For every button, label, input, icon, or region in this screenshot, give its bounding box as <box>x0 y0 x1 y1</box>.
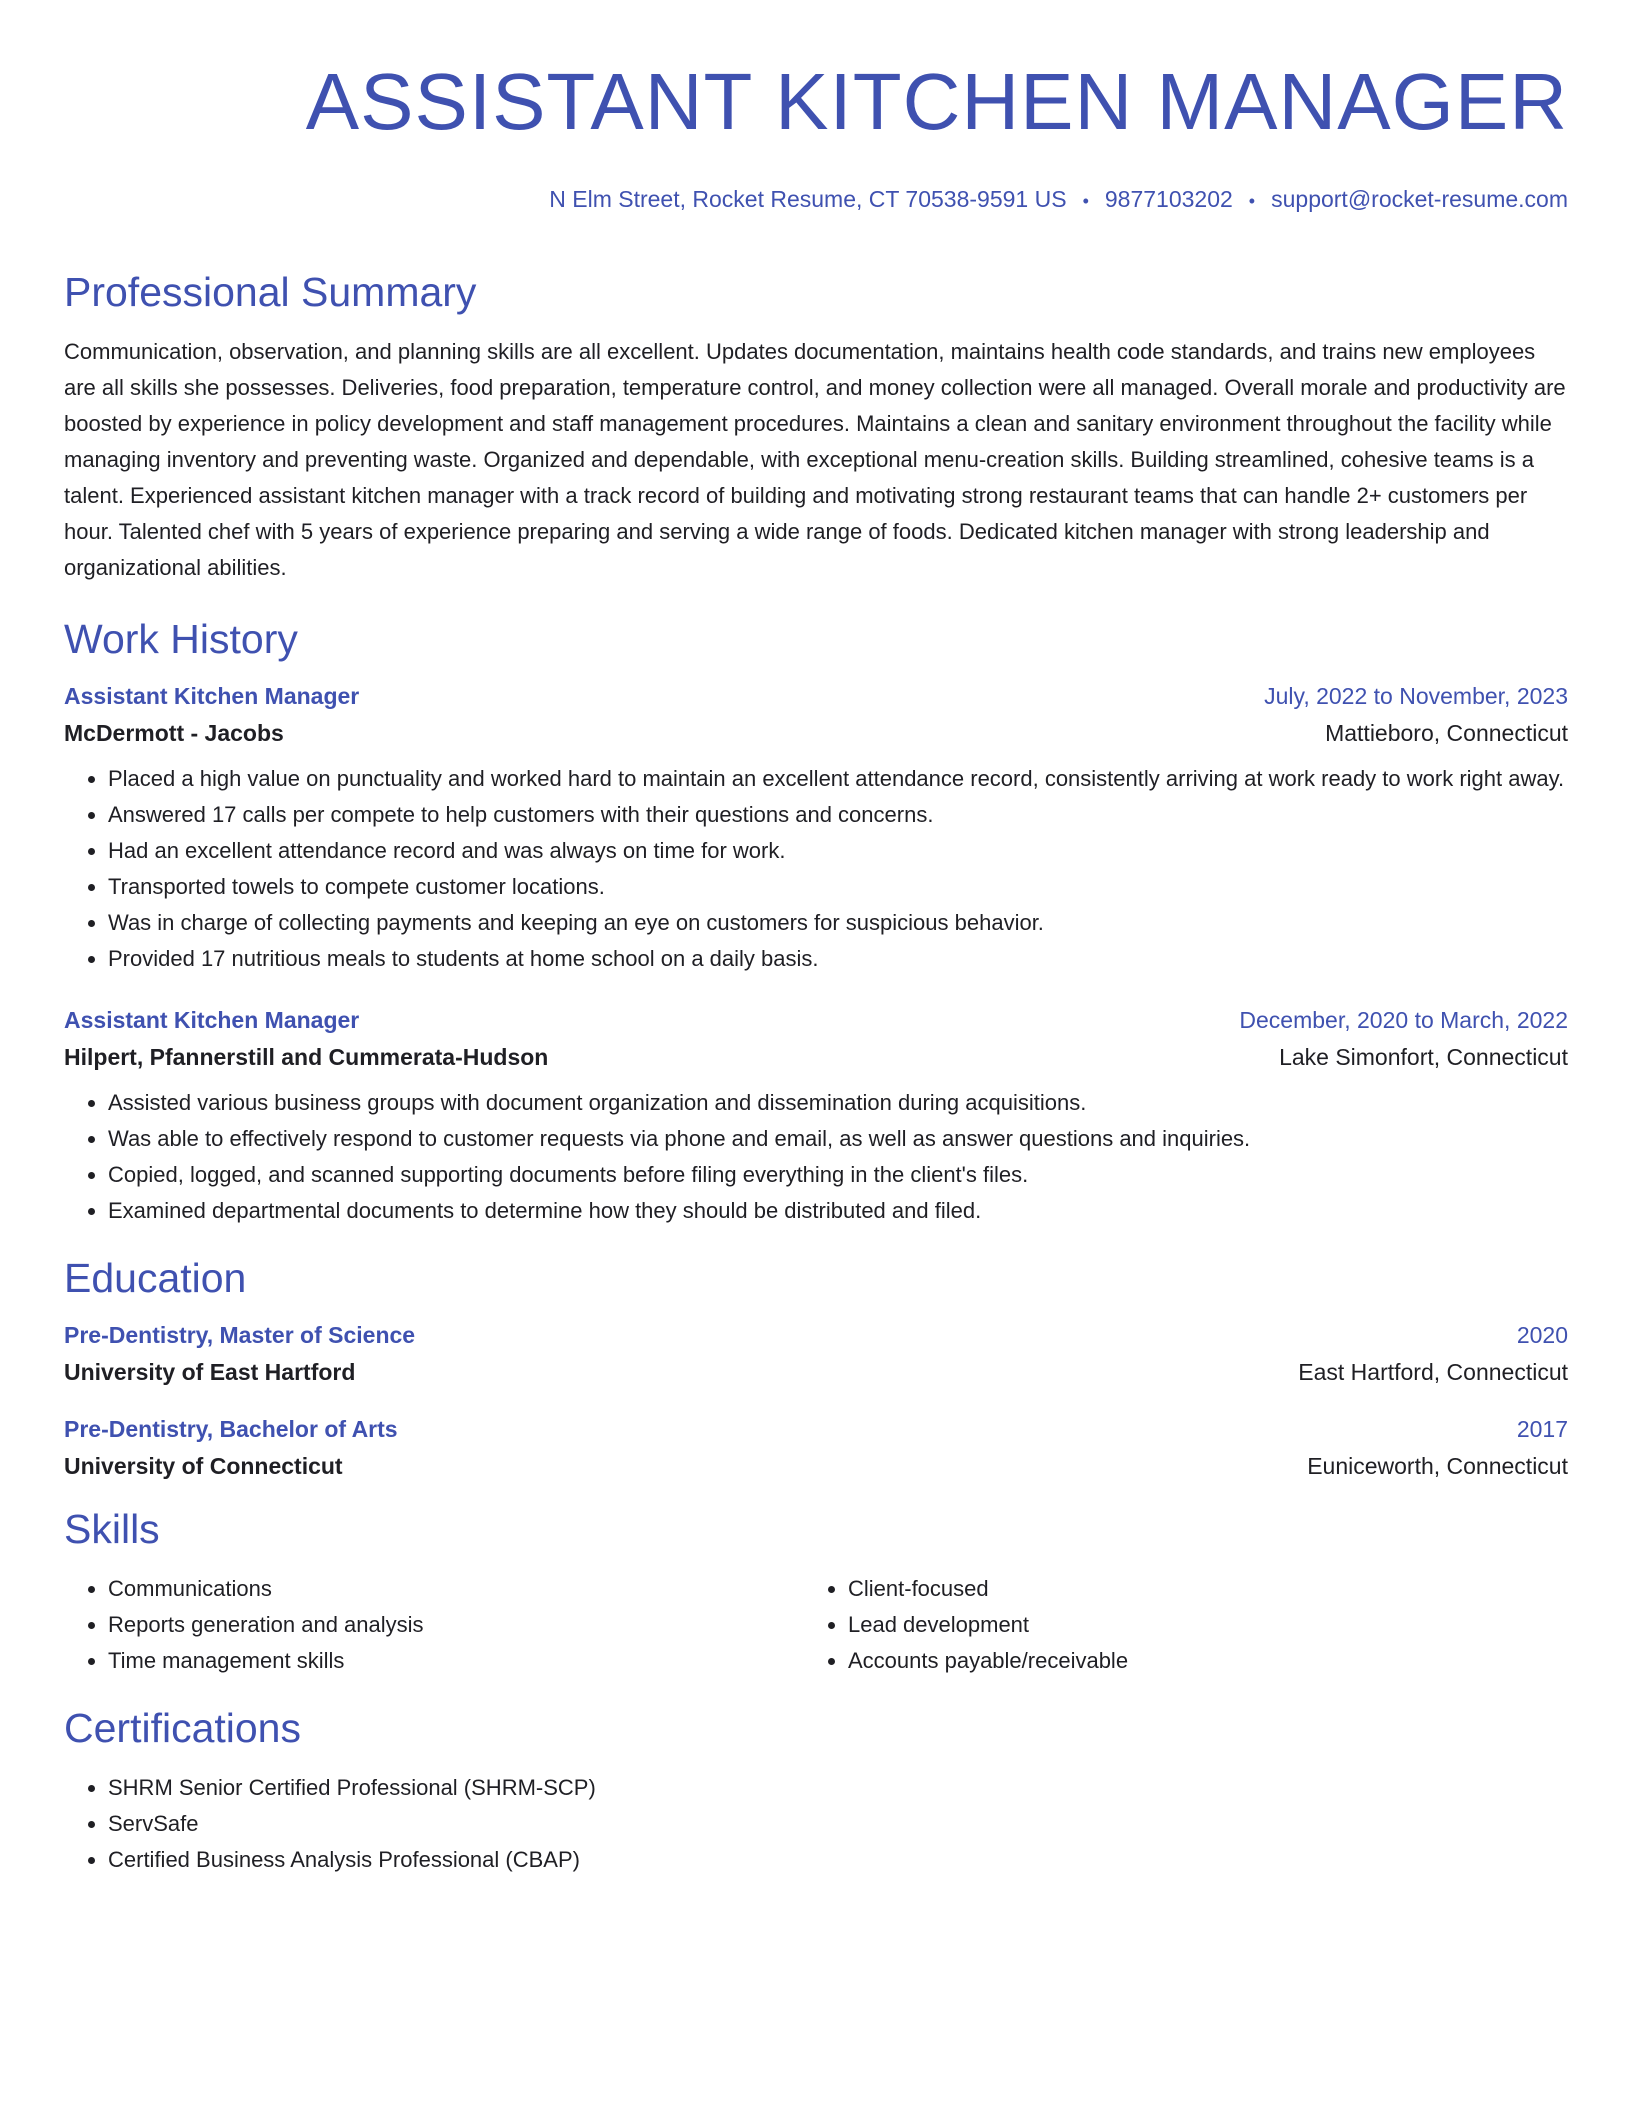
education-year: 2020 <box>1516 1322 1568 1348</box>
job-entry <box>64 683 1568 977</box>
list-item: • Had an excellent attendance record and was always on time for work. <box>108 833 1568 869</box>
job-location: Lake Simonfort, Connecticut <box>1279 1044 1568 1070</box>
skills-list <box>804 1571 1544 1679</box>
list-item: • Was in charge of collecting payments and keeping an eye on customers for suspicious behavior. <box>108 905 1568 941</box>
education-school: University of Connecticut <box>64 1453 343 1479</box>
list-item: • Placed a high value on punctuality and worked hard to maintain an excellent attendance record, consistently arriving at work ready to work right away. <box>108 761 1568 797</box>
resume-name: ASSISTANT KITCHEN MANAGER <box>305 57 1568 146</box>
list-item: • Accounts payable/receivable <box>848 1643 1544 1679</box>
list-item: • Time management skills <box>108 1643 804 1679</box>
list-item: • Transported towels to compete customer locations. <box>108 869 1568 905</box>
list-item: • Assisted various business groups with document organization and dissemination during acquisitions. <box>108 1085 1568 1121</box>
list-item: • Lead development <box>848 1607 1544 1643</box>
job-role: Assistant Kitchen Manager <box>64 683 360 709</box>
education-entry <box>64 1416 1568 1480</box>
section-title-certifications: Certifications <box>64 1705 301 1751</box>
education-header-row <box>64 1322 1568 1349</box>
job-bullets <box>64 761 1568 977</box>
list-item: • Examined departmental documents to determine how they should be distributed and filed. <box>108 1193 1568 1229</box>
education-entry <box>64 1322 1568 1386</box>
section-title-skills: Skills <box>64 1506 160 1552</box>
section-title-work-history: Work History <box>64 616 298 662</box>
list-item: • Client-focused <box>848 1571 1544 1607</box>
list-item: • Provided 17 nutritious meals to students at home school on a daily basis. <box>108 941 1568 977</box>
job-header-row <box>64 683 1568 710</box>
list-item: • Copied, logged, and scanned supporting documents before filing everything in the client's files. <box>108 1157 1568 1193</box>
list-item: • Answered 17 calls per compete to help customers with their questions and concerns. <box>108 797 1568 833</box>
education-location: Euniceworth, Connecticut <box>1307 1453 1568 1479</box>
job-company: Hilpert, Pfannerstill and Cummerata-Hudson <box>64 1044 549 1070</box>
skills-column-left <box>64 1571 804 1679</box>
skills-list <box>64 1571 804 1679</box>
job-dates: December, 2020 to March, 2022 <box>1239 1007 1568 1033</box>
job-company-row <box>64 1044 1568 1071</box>
education-header-row <box>64 1416 1568 1443</box>
job-role: Assistant Kitchen Manager <box>64 1007 360 1033</box>
list-item: • Certified Business Analysis Professional (CBAP) <box>108 1842 1568 1878</box>
education-location: East Hartford, Connecticut <box>1298 1359 1568 1385</box>
list-item: • ServSafe <box>108 1806 1568 1842</box>
job-location: Mattieboro, Connecticut <box>1325 720 1568 746</box>
skills-column-right <box>804 1571 1544 1679</box>
education-school-row <box>64 1359 1568 1386</box>
job-company: McDermott - Jacobs <box>64 720 284 746</box>
contact-separator: • <box>1248 191 1256 211</box>
contact-separator: • <box>1082 191 1089 211</box>
skills-grid <box>64 1571 1568 1679</box>
job-entry <box>64 1007 1568 1229</box>
certifications-list <box>64 1770 1568 1878</box>
job-header-row <box>64 1007 1568 1034</box>
contact-address: N Elm Street, Rocket Resume, CT 70538-9591 US <box>549 186 1067 212</box>
list-item: • SHRM Senior Certified Professional (SHRM-SCP) <box>108 1770 1568 1806</box>
job-dates: July, 2022 to November, 2023 <box>1264 683 1568 709</box>
education-degree: Pre-Dentistry, Master of Science <box>64 1322 416 1348</box>
section-title-summary: Professional Summary <box>64 269 477 315</box>
education-school-row <box>64 1453 1568 1480</box>
job-bullets <box>64 1085 1568 1229</box>
summary-text: Communication, observation, and planning skills are all excellent. Updates documentation, maintains health code standards, and trains new employees are all skills she possesses. Deliveries, food preparation, temperature control, and money collection were all managed. Overall morale and productivity are boosted by experience in policy development and staff management procedures. Maintains a clean and sanitary environment throughout the facility while managing inventory and preventing waste. Organized and dependable, with exceptional menu-creation skills. Building streamlined, cohesive teams is a talent. Experienced assistant kitchen manager with a track record of building and motivating strong restaurant teams that can handle 2+ customers per hour. Talented chef with 5 years of experience preparing and serving a wide range of foods. Dedicated kitchen manager with strong leadership and organizational abilities. <box>64 339 1566 580</box>
list-item: • Communications <box>108 1571 804 1607</box>
contact-phone: 9877103202 <box>1104 186 1233 212</box>
section-title-education: Education <box>64 1255 247 1301</box>
education-degree: Pre-Dentistry, Bachelor of Arts <box>64 1416 398 1442</box>
list-item: • Was able to effectively respond to customer requests via phone and email, as well as answer questions and inquiries. <box>108 1121 1568 1157</box>
contact-email: support@rocket-resume.com <box>1271 186 1568 212</box>
contact-line <box>64 186 1568 213</box>
education-school: University of East Hartford <box>64 1359 356 1385</box>
list-item: • Reports generation and analysis <box>108 1607 804 1643</box>
job-company-row <box>64 720 1568 747</box>
education-year: 2017 <box>1516 1416 1568 1442</box>
